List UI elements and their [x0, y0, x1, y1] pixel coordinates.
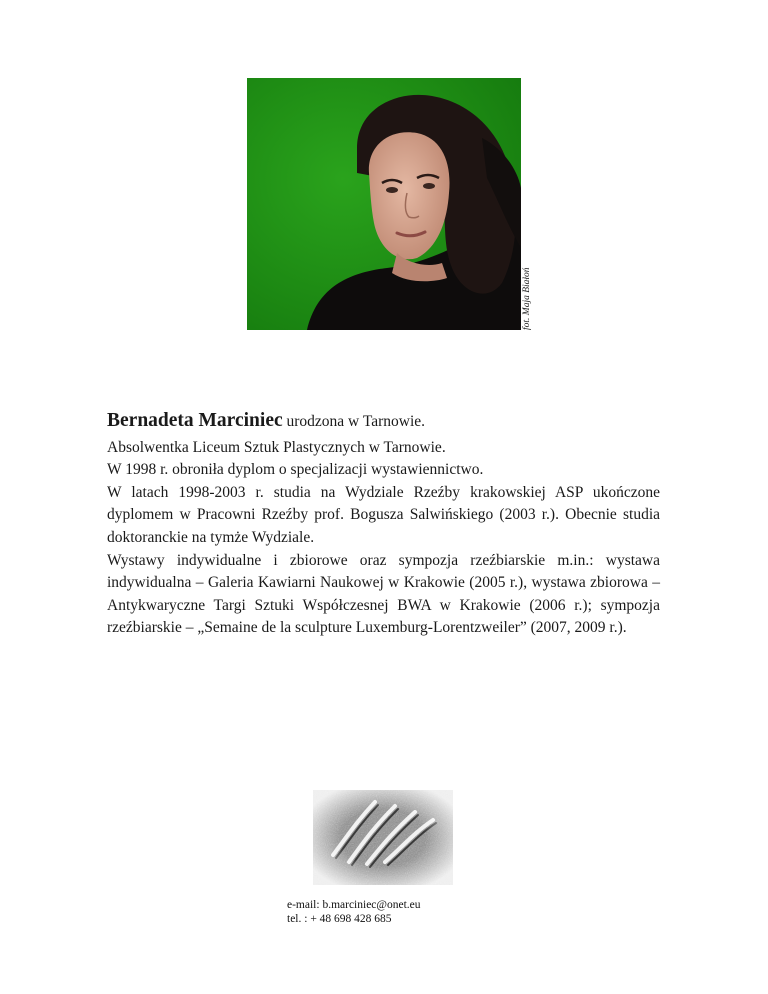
photo-credit: fot. Maja Białoń [522, 267, 532, 330]
artist-portrait-photo [247, 78, 521, 330]
bio-paragraph: Wystawy indywidualne i zbiorowe oraz sympozja rzeźbiarskie m.in.: wystawa indywidualna – Galeria Kawiarni Naukowej w Krakowie (2005 r.), wystawa zbiorowa – Antykwaryczne Targi Sztuki Współczesnej BWA w Krakowie (2006 r.); sympozja rzeźbiarskie – „Semaine de la sculpture Luxemburg-Lorentzweiler” (2007, 2009 r.). [107, 551, 660, 637]
contact-info [287, 898, 421, 926]
bio-paragraph: W latach 1998-2003 r. studia na Wydziale Rzeźby krakowskiej ASP ukończone dyplomem w Pracowni Rzeźby prof. Bogusza Salwińskiego (2003 r.). Obecnie studia doktoranckie na tymże Wydziale. [107, 483, 660, 546]
email-text[interactable]: e-mail: b.marciniec@onet.eu [287, 899, 421, 911]
sculpture-texture-image [313, 790, 453, 885]
artist-name: Bernadeta Marciniec [107, 410, 283, 431]
phone-text: tel. : + 48 698 428 685 [287, 913, 392, 925]
birthplace-text: urodzona w Tarnowie. [282, 413, 426, 430]
artist-biography [107, 410, 660, 640]
name-line [107, 410, 660, 434]
bio-paragraph: W 1998 r. obroniła dyplom o specjalizacji wystawiennictwo. [107, 461, 484, 479]
bio-paragraph: Absolwentka Liceum Sztuk Plastycznych w Tarnowie. [107, 438, 446, 456]
